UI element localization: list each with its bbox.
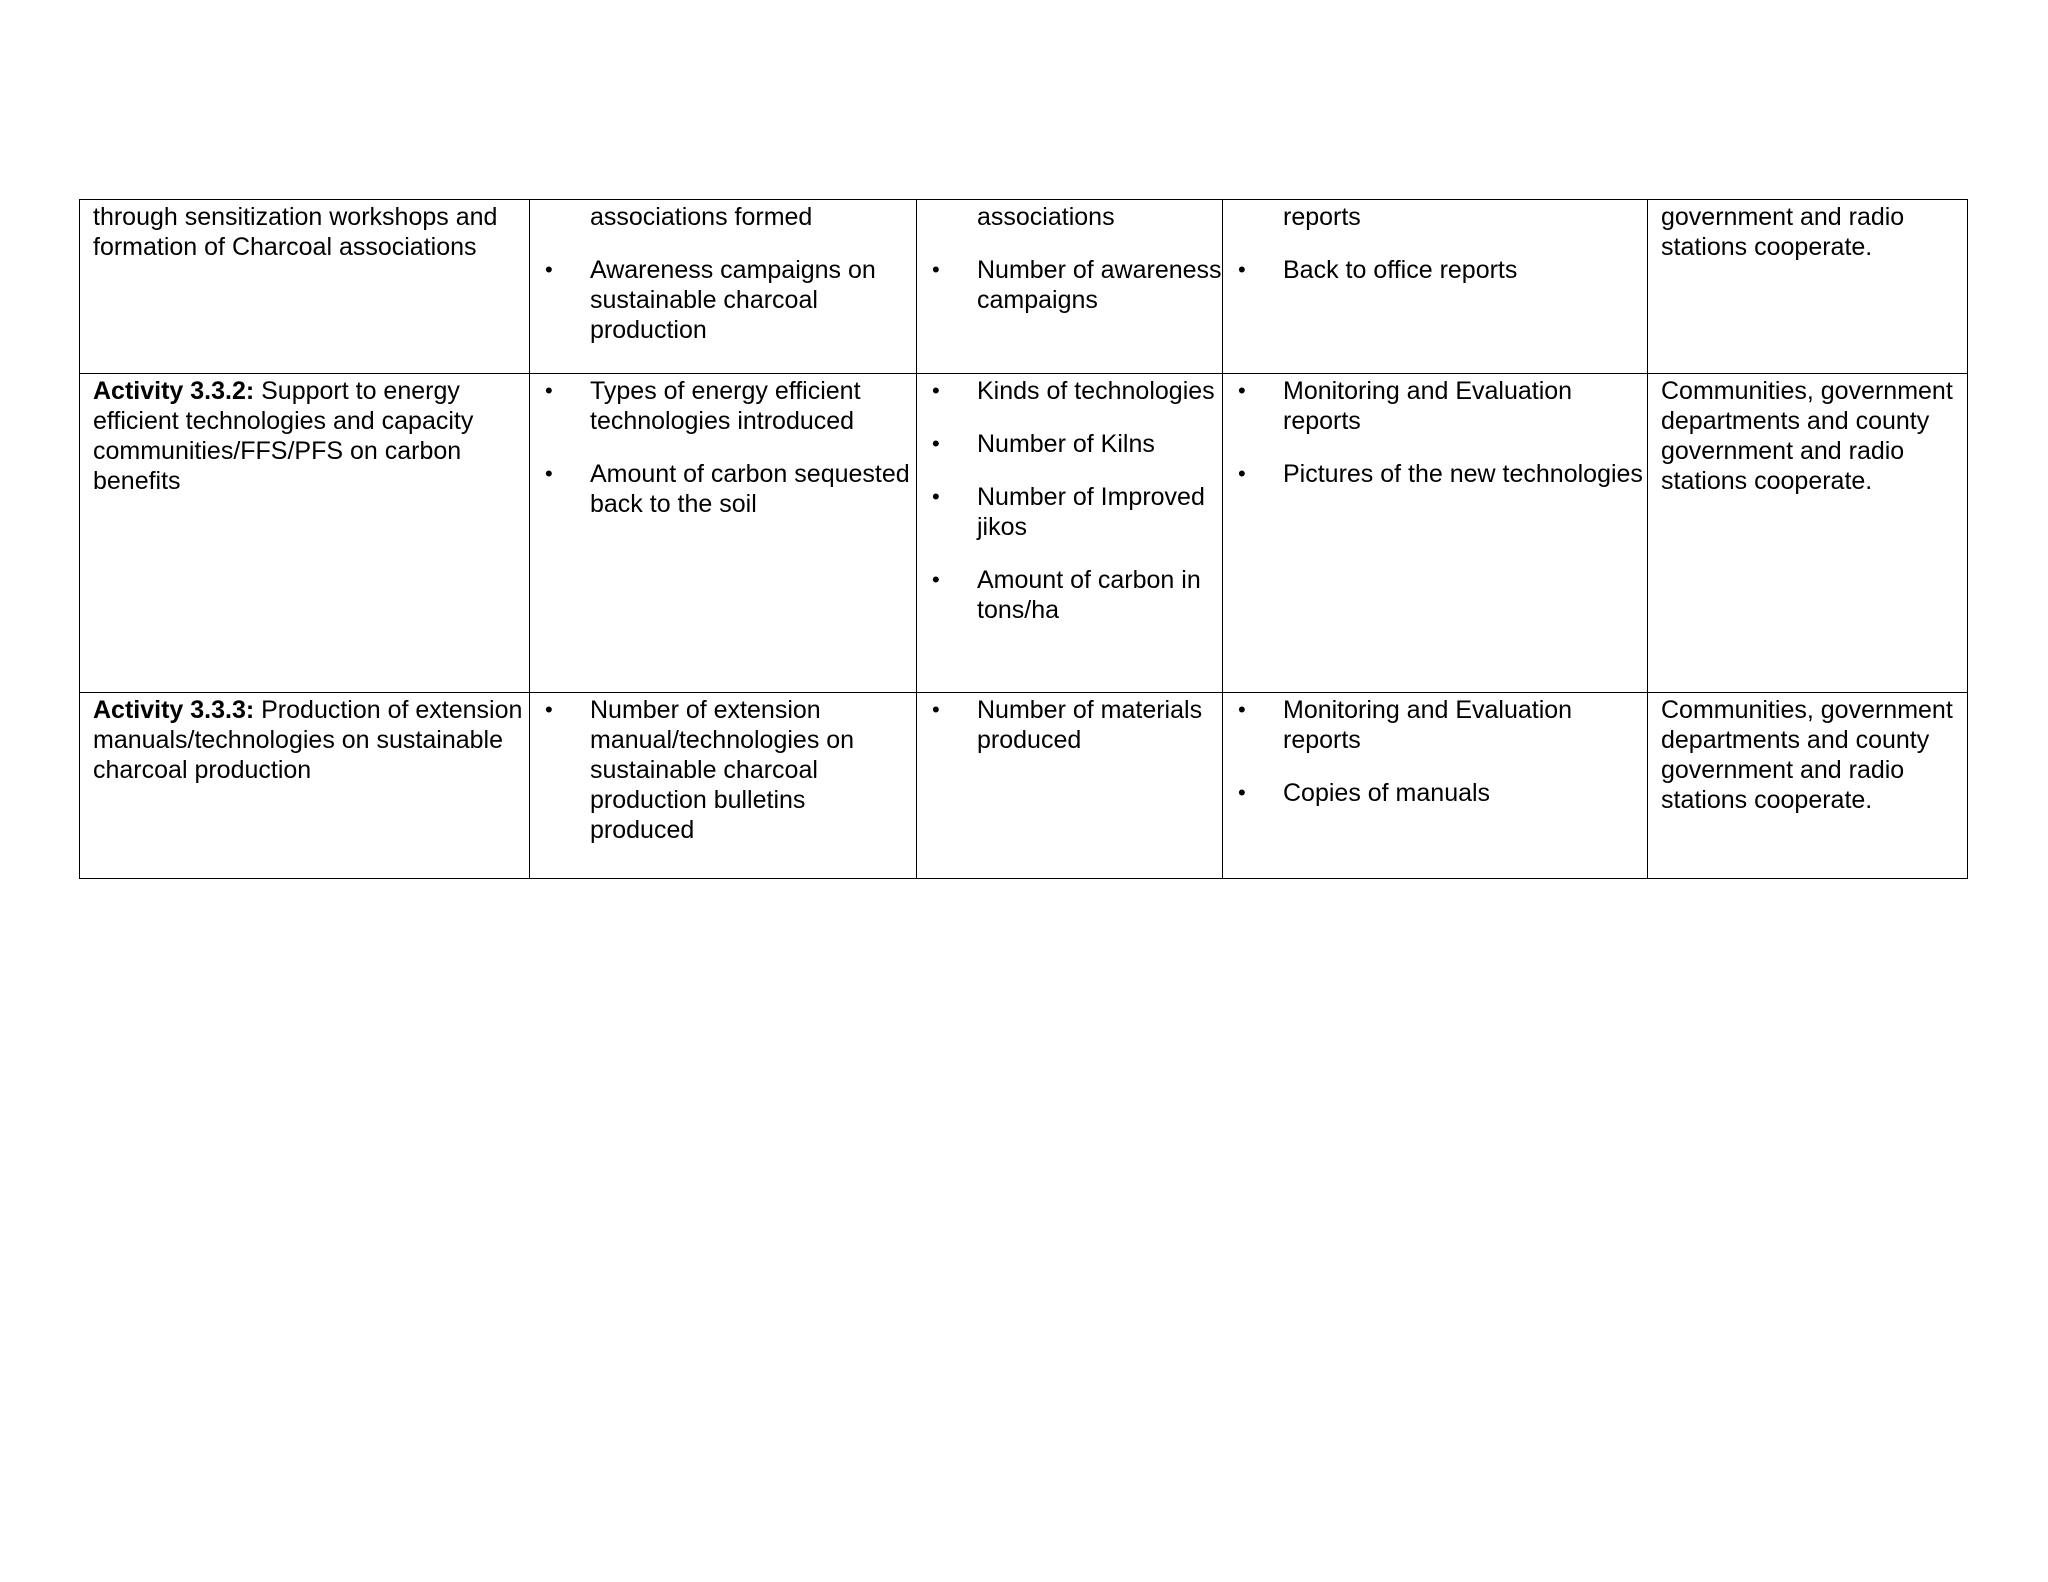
assumptions-text	[1661, 376, 1967, 496]
indicators-cell	[530, 200, 917, 374]
list-item	[1236, 255, 1647, 285]
list-item-text: Copies of manuals	[1283, 779, 1491, 807]
activity-description	[93, 376, 529, 496]
target-list	[930, 695, 1222, 755]
list-item-text: Number of awareness campaigns	[977, 256, 1222, 314]
assumption-line: Communities, government	[1661, 696, 1953, 724]
assumption-line: departments and county	[1661, 726, 1930, 754]
list-item	[930, 376, 1222, 406]
bullet-icon: •	[932, 378, 940, 403]
bullet-icon: •	[545, 461, 553, 486]
assumption-line: stations cooperate.	[1661, 786, 1873, 814]
assumptions-text	[1661, 695, 1967, 815]
assumption-line: stations cooperate.	[1661, 233, 1873, 261]
target-list	[930, 376, 1222, 625]
list-item-text: Number of extension manual/technologies on sustainable charcoal production bulletins produced	[590, 696, 855, 844]
list-item-text: reports	[1283, 203, 1361, 231]
assumption-line: Communities, government	[1661, 377, 1953, 405]
activity-cell	[80, 693, 530, 879]
activity-description	[93, 695, 529, 785]
bullet-icon: •	[545, 697, 553, 722]
activity-text: Support to energy efficient technologies and capacity communities/FFS/PFS on carbon benefits	[93, 377, 474, 495]
list-item	[543, 255, 916, 345]
activity-description	[93, 202, 529, 262]
list-item-text: Kinds of technologies	[977, 377, 1215, 405]
bullet-icon: •	[1238, 378, 1246, 403]
verification-cell	[1223, 200, 1648, 374]
list-item	[543, 695, 916, 845]
list-item	[930, 695, 1222, 755]
list-item-text: Back to office reports	[1283, 256, 1518, 284]
bullet-icon: •	[1238, 780, 1246, 805]
assumption-line: government and radio	[1661, 203, 1905, 231]
assumption-line: stations cooperate.	[1661, 467, 1873, 495]
list-item	[930, 255, 1222, 315]
bullet-icon: •	[545, 378, 553, 403]
bullet-icon: •	[1238, 697, 1246, 722]
list-item-text: Pictures of the new technologies	[1283, 460, 1643, 488]
list-item-text: associations	[977, 203, 1115, 231]
list-item	[930, 202, 1222, 232]
list-item-text: Amount of carbon in tons/ha	[977, 566, 1201, 624]
table-row	[80, 693, 1968, 879]
table-row	[80, 200, 1968, 374]
list-item-text: Awareness campaigns on sustainable charcoal production	[590, 256, 876, 344]
targets-cell	[917, 374, 1223, 693]
verification-list	[1236, 695, 1647, 808]
assumptions-cell	[1648, 693, 1968, 879]
assumptions-cell	[1648, 374, 1968, 693]
list-item	[930, 565, 1222, 625]
verification-list	[1236, 376, 1647, 489]
list-item	[1236, 376, 1647, 436]
list-item	[543, 459, 916, 519]
assumption-line: departments and county	[1661, 407, 1930, 435]
list-item-text: Number of materials produced	[977, 696, 1203, 754]
indicators-cell	[530, 374, 917, 693]
assumption-line: government and radio	[1661, 437, 1905, 465]
list-item-text: Monitoring and Evaluation reports	[1283, 377, 1573, 435]
bullet-icon: •	[545, 257, 553, 282]
list-item	[543, 376, 916, 436]
list-item-text: Amount of carbon sequested back to the soil	[590, 460, 910, 518]
bullet-icon: •	[1238, 257, 1246, 282]
list-item-text: Number of Improved jikos	[977, 483, 1205, 541]
list-item	[1236, 778, 1647, 808]
list-item-text: Monitoring and Evaluation reports	[1283, 696, 1573, 754]
list-item	[930, 482, 1222, 542]
table-row	[80, 374, 1968, 693]
bullet-icon: •	[932, 697, 940, 722]
targets-cell	[917, 200, 1223, 374]
list-item-text: associations formed	[590, 203, 813, 231]
indicator-list	[543, 376, 916, 519]
activity-id: Activity 3.3.2:	[93, 377, 255, 405]
bullet-icon: •	[932, 257, 940, 282]
list-item-text: Number of Kilns	[977, 430, 1155, 458]
bullet-icon: •	[932, 567, 940, 592]
indicators-cell	[530, 693, 917, 879]
target-list	[930, 202, 1222, 315]
bullet-icon: •	[932, 484, 940, 509]
assumption-line: government and radio	[1661, 756, 1905, 784]
assumptions-text	[1661, 202, 1967, 262]
indicator-list	[543, 695, 916, 845]
activity-cell	[80, 200, 530, 374]
verification-cell	[1223, 374, 1648, 693]
list-item	[930, 429, 1222, 459]
list-item	[543, 202, 916, 232]
activity-cell	[80, 374, 530, 693]
list-item-text: Types of energy efficient technologies introduced	[590, 377, 861, 435]
indicator-list	[543, 202, 916, 345]
logframe-table	[79, 199, 1968, 879]
bullet-icon: •	[1238, 461, 1246, 486]
bullet-icon: •	[932, 431, 940, 456]
activity-id: Activity 3.3.3:	[93, 696, 255, 724]
list-item	[1236, 459, 1647, 489]
list-item	[1236, 202, 1647, 232]
list-item	[1236, 695, 1647, 755]
assumptions-cell	[1648, 200, 1968, 374]
activity-text: Production of extension manuals/technologies on sustainable charcoal production	[93, 696, 523, 784]
targets-cell	[917, 693, 1223, 879]
activity-text: through sensitization workshops and formation of Charcoal associations	[93, 203, 498, 261]
table-body	[80, 200, 1968, 879]
verification-list	[1236, 202, 1647, 285]
verification-cell	[1223, 693, 1648, 879]
